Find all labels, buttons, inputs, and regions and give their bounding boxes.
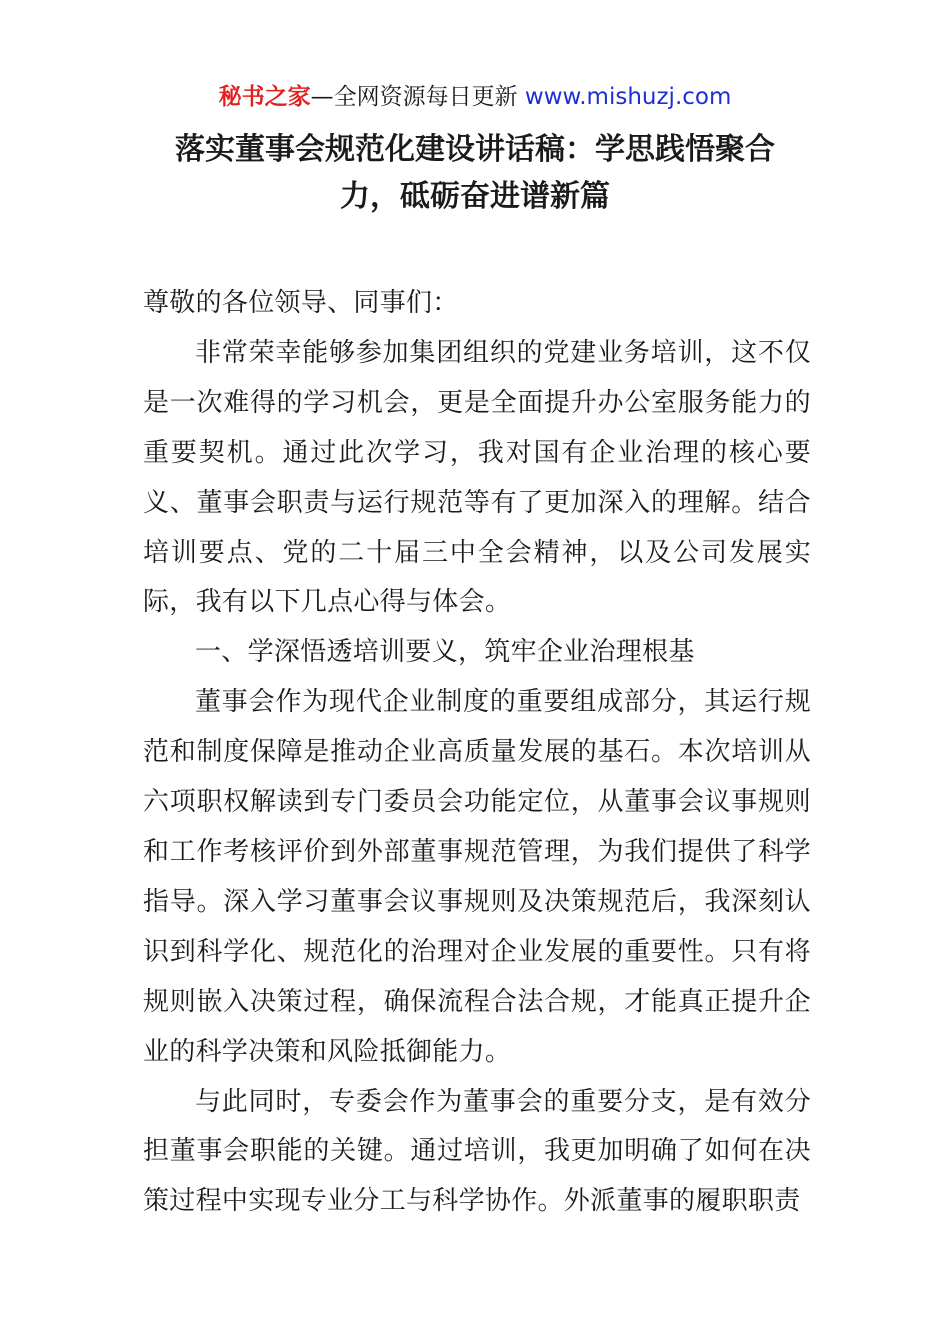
body-paragraph: 与此同时，专委会作为董事会的重要分支，是有效分担董事会职能的关键。通过培训，我更加明确了如何在决策过程中实现专业分工与科学协作。外派董事的履职职责 <box>143 1086 811 1217</box>
section-heading: 一、学深悟透培训要义，筑牢企业治理根基 <box>195 637 695 668</box>
salutation: 尊敬的各位领导、同事们： <box>143 288 459 318</box>
document-title: 落实董事会规范化建设讲话稿：学思践悟聚合力，砥砺奋进谱新篇 <box>175 132 775 214</box>
banner-tagline: —全网资源每日更新 <box>310 84 518 110</box>
site-banner <box>0 80 950 114</box>
brand-name: 秘书之家 <box>218 84 311 110</box>
site-url-link[interactable]: www.mishuzj.com <box>524 84 732 110</box>
body-paragraph: 非常荣幸能够参加集团组织的党建业务培训，这不仅是一次难得的学习机会，更是全面提升办公室服务能力的重要契机。通过此次学习，我对国有企业治理的核心要义、董事会职责与运行规范等有了更加深入的理解。结合培训要点、党的二十届三中全会精神，以及公司发展实际，我有以下几点心得与体会。 <box>143 337 811 618</box>
body-paragraph: 董事会作为现代企业制度的重要组成部分，其运行规范和制度保障是推动企业高质量发展的基石。本次培训从六项职权解读到专门委员会功能定位，从董事会议事规则和工作考核评价到外部董事规范管理，为我们提供了科学指导。深入学习董事会议事规则及决策规范后，我深刻认识到科学化、规范化的治理对企业发展的重要性。只有将规则嵌入决策过程，确保流程合法合规，才能真正提升企业的科学决策和风险抵御能力。 <box>143 687 811 1067</box>
document-body <box>143 279 811 1227</box>
